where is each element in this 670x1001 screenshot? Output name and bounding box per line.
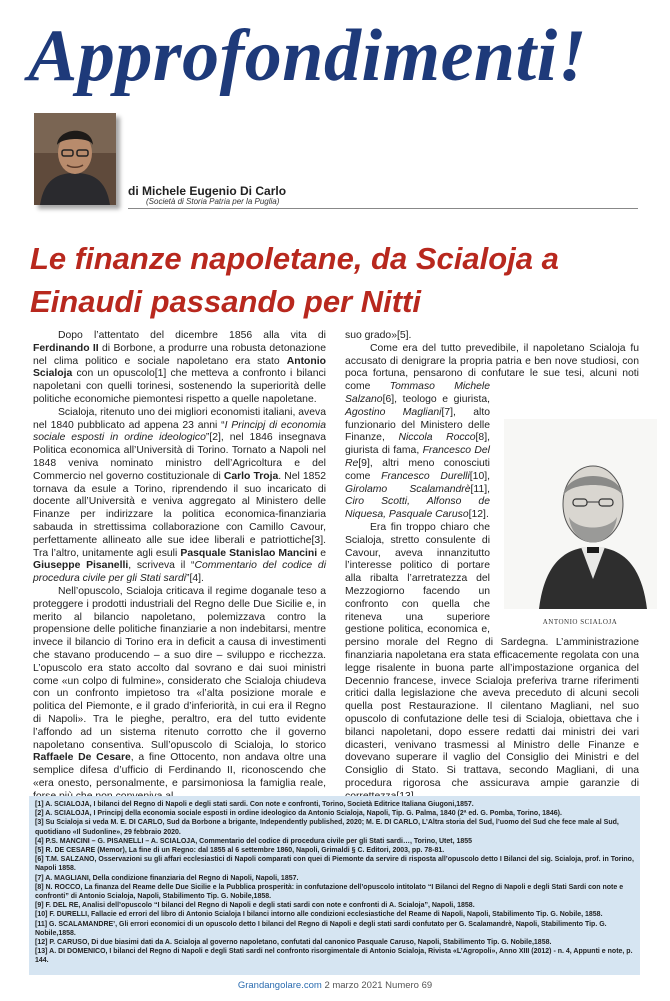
author-byline: di Michele Eugenio Di Carlo: [128, 184, 287, 198]
paragraph: suo grado»[5].: [345, 330, 412, 341]
footer-site-link[interactable]: Grandangolare.com: [237, 980, 322, 991]
footer-date: 2 marzo 2021: [324, 980, 383, 991]
paragraph: Dopo l’attentato del dicembre 1856 alla vita di Ferdinando II di Borbone, a produrre una robusta detonazione nel clima politico e sociale napoletano era stato Antonio Scialoja con un opuscolo[1] che metteva a confronto i bilanci napoletani con quelli torinesi, sostenendo la superiorità delle politiche economiche piemontesi rispetto a quelle napoletane.: [33, 330, 326, 405]
author-affiliation: (Società di Storia Patria per la Puglia): [146, 197, 280, 206]
author-photo: [34, 113, 116, 205]
portrait-frame: [504, 419, 632, 609]
footnote: [2] A. SCIALOJA, I Principj della economia sociale esposti in ordine ideologico da Antonio Scialoja, Napoli, Tip. G. Palma, 1840 (2ª ed. G. Pomba, Torino, 1846).: [35, 810, 562, 818]
footnote: [7] A. MAGLIANI, Della condizione finanziaria del Regno di Napoli, Napoli, 1857.: [35, 874, 299, 882]
paragraph: Nell’opuscolo, Scialoja criticava il regime doganale teso a proteggere i prodotti industriali del Regno delle Due Sicilie e, in merito al bilancio napoletano, polemizzava contro la propensione delle politiche finanziarie a non indebitarsi, mentre invece il bilancio di Torino era in deficit a causa di investimenti che stavano producendo – a suo dire – sviluppo e ricchezza. L’opuscolo era stato accolto dal sovrano e dai suoi ministri come «un colpo di fulmine», considerato che Scialoja chiudeva con un confronto impietoso tra «l’alta posizione morale e politica del Piemonte, e il grado d’inferiorità, in cui era il Regno di Napoli». Tra le pieghe, peraltro, era del tutto evidente l’affondo ad un sistema ritenuto corrotto che il governo napoletano consentiva. Sull’opuscolo di Scialoja, lo storico Raffaele De Cesare, a fine Ottocento, non andava oltre una semplice difesa d’ufficio di Ferdinando II, riconoscendo che «era onesto, personalmente, e parsimoniosa la famiglia reale,: [33, 585, 326, 789]
footnote: [8] N. ROCCO, La finanza del Reame delle Due Sicilie e la Pubblica prosperità: in confutazione dell’opuscolo intitolato “I Bilanci del Regno di Napoli e degli Stati Sardi con note e confronti” di Antonio Scialoja, Napoli, Stabilimento Tip. G. Nobile,1858.: [35, 883, 624, 901]
scialoja-portrait: [496, 389, 639, 629]
article-column-left: [33, 330, 326, 803]
footnote: [11] G. SCALAMANDRE’, Gli errori economici di un opuscolo detto I bilanci del Regno di Napoli e degli stati sardi confutato per G. Scalamandrè, Napoli, Stabilimento Tip. G. Nobile,1858.: [35, 920, 607, 937]
paragraph: Era fin troppo chiaro che Scialoja, stretto consulente di Cavour, aveva innanzitutto l’interesse politico di portare alla ribalta l’arretratezza del Mezzogiorno facendo un confronto con quella che riteneva una superiore gestione politica, economica e, persino morale del Regno di Sardegna. L’amministrazione finanziaria napoletana era stata efficacemente regolata con una legge risalente in buona parte all’impostazione organica del Decennio francese, invece Scialoja preferiva trarne riferimenti critici dalla legislazione che aveva preceduto di alcuni secoli quella post Restaurazione. Il cilentano Magliani, nel suo opuscolo di confutazione delle tesi di Scialoja, obiettava che i bilanci napoletani, dopo essere redatti dai ministri dei vari dicasteri, venivano trasmessi al Ministro delle Finanze e dovevano superare il vaglio del Consiglio dei Ministri e del Consiglio di Stato. Si trattava, secondo Magliani, di una procedura rigorosa che assicurava ampie garanzie di: [345, 521, 639, 789]
page-footer: [0, 980, 670, 991]
article-column-right: [345, 330, 639, 803]
footer-issue: Numero 69: [385, 980, 433, 991]
scialoja-engraving: [529, 419, 657, 609]
footnote: [6] T.M. SALZANO, Osservazioni su gli affari ecclesiastici di Napoli comparati con quei di Piemonte da servire di risposta all’opuscolo detto I Bilanci del sig. Scialoja, prof. in Torino, Napoli 1858.: [35, 856, 634, 873]
footnotes-box: [29, 796, 640, 975]
footnote: [1] A. SCIALOJA, I bilanci del Regno di Napoli e degli stati sardi. Con note e confronti, Torino, Società Editrice Italiana Giugoni,1857.: [35, 801, 474, 808]
footnote: [9] F. DEL RE, Analisi dell’opuscolo “I bilanci del Regno di Napoli e degli stati sardi con note e confronti di A. Scialoja”, Napoli, 1858.: [35, 902, 475, 910]
footnote: [5] R. DE CESARE (Memor), La fine di un Regno: dal 1855 al 6 settembre 1860, Napoli, Grimaldi § C. Editori, 2003, pp. 78-81.: [35, 847, 445, 855]
author-photo-graphic: [34, 113, 116, 205]
footnote: [10] F. DURELLI, Fallacie ed errori del libro di Antonio Scialoja I bilanci intorno alle condizioni ecclesiastiche del Reame di Napoli, Napoli, Stabilimento Tip. G. Nobile, 1858.: [35, 911, 603, 919]
article-title: Le finanze napoletane, da Scialoja a Einaudi passando per Nitti: [30, 241, 559, 319]
paragraph: Come era del tutto prevedibile, il napoletano Scialoja fu accusato di denigrare la propria patria e ben nove studiosi, con poca fortuna, pensarono di confutare le sue tesi, alcuni noti come ANTONIO SCIALOJA Tommaso Michele Salzano[6], teologo e giurista, Agostino Magliani[7], alto funzionario del Ministero delle Finanze, Niccola Rocco[8], giurista di fama, Francesco Del Re[9], altri meno conosciuti come Francesco Durelli[10], Girolamo Scalamandrè[11], Ciro Scotti, Alfonso de Niquesa, Pasquale Caruso[12].: [345, 343, 639, 522]
magazine-section-title: Approfondimenti!: [28, 15, 587, 97]
footnote: [4] P.S. MANCINI – G. PISANELLI – A. SCIALOJA, Commentario del codice di procedura civile per gli Stati sardi…, Torino, Utet, 1855: [35, 837, 473, 845]
byline-divider: [128, 208, 638, 209]
portrait-caption: ANTONIO SCIALOJA: [542, 618, 618, 627]
footnote: [13] A. DI DOMENICO, I bilanci del Regno di Napoli e degli Stati sardi nel confronto risorgimentale di Antonio Scialoja, Rivista «L’Agropoli», Anno XIII (2012) - n. 4, Appunti e note, p. 144.: [35, 948, 633, 965]
paragraph: Scialoja, ritenuto uno dei migliori economisti italiani, aveva nel 1840 pubblicato ad appena 23 anni “I Principj di economia sociale esposti in ordine ideologico”[2], nel 1846 insegnava Politica economica all’Università di Torino. Tornato a Napoli nel 1848 veniva nominato ministro dell’Agricoltura e del Commercio nel governo costituzionale di Carlo Troja. Nel 1852 tornava da esule a Torino, riprendendo il suo incaricato di docente all’Università e veniva aggregato al Ministero delle Finanze per indirizzare la politica economica-finanziaria sabauda in strettissima collaborazione con Camillo Cavour, perfettamente allineato alle sue idee liberali e patriottiche[3]. Tra l’altro, unitamente agli esuli Pasquale Stanislao Mancini e Giuseppe Pisanelli, scriveva il “Commentario del codice di procedura civile per gli Stati sardi”[4].: [33, 406, 327, 585]
footnote: [3] Su Scialoja si veda M. E. DI CARLO, Sud da Borbone a brigante, Independently published, 2020; M. E. DI CARLO, L’Altra storia del Sud, l’uomo del Sud che fece male al Sud, quotidiano «Il Sudonline», 29 febbraio 2020.: [35, 819, 619, 836]
footnote: [12] P. CARUSO, Di due biasimi dati da A. Scialoja al governo napoletano, confutati dal canonico Pasquale Caruso, Napoli, Stabilimento Tip. G. Nobile,1858.: [35, 939, 552, 947]
